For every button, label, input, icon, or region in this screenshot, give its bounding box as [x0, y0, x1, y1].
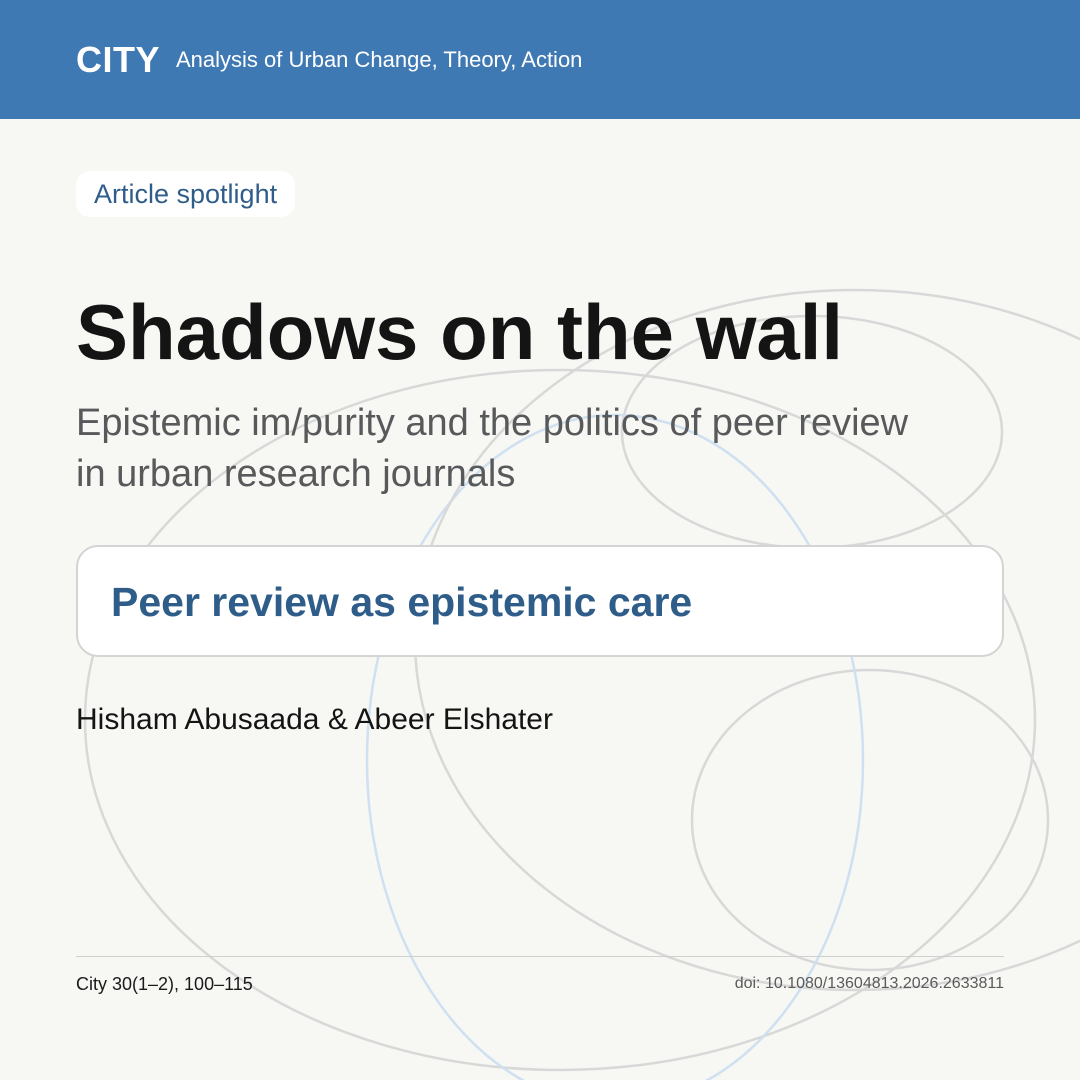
theme-callout-text: Peer review as epistemic care [111, 579, 693, 625]
journal-tagline: Analysis of Urban Change, Theory, Action [176, 47, 583, 72]
article-spotlight-badge: Article spotlight [76, 171, 295, 217]
theme-callout [76, 545, 1004, 657]
decorative-circle [692, 670, 1048, 970]
footer-divider [76, 956, 1004, 957]
article-subtitle: Epistemic im/purity and the politics of peer review in urban research journals [76, 402, 909, 495]
journal-brand: CITY [76, 39, 161, 80]
journal-header [0, 0, 1080, 119]
article-title: Shadows on the wall [76, 288, 844, 376]
citation-text: City 30(1–2), 100–115 [76, 974, 253, 994]
article-authors: Hisham Abusaada & Abeer Elshater [76, 703, 553, 736]
doi-text: doi: 10.1080/13604813.2026.2633811 [734, 975, 1004, 992]
